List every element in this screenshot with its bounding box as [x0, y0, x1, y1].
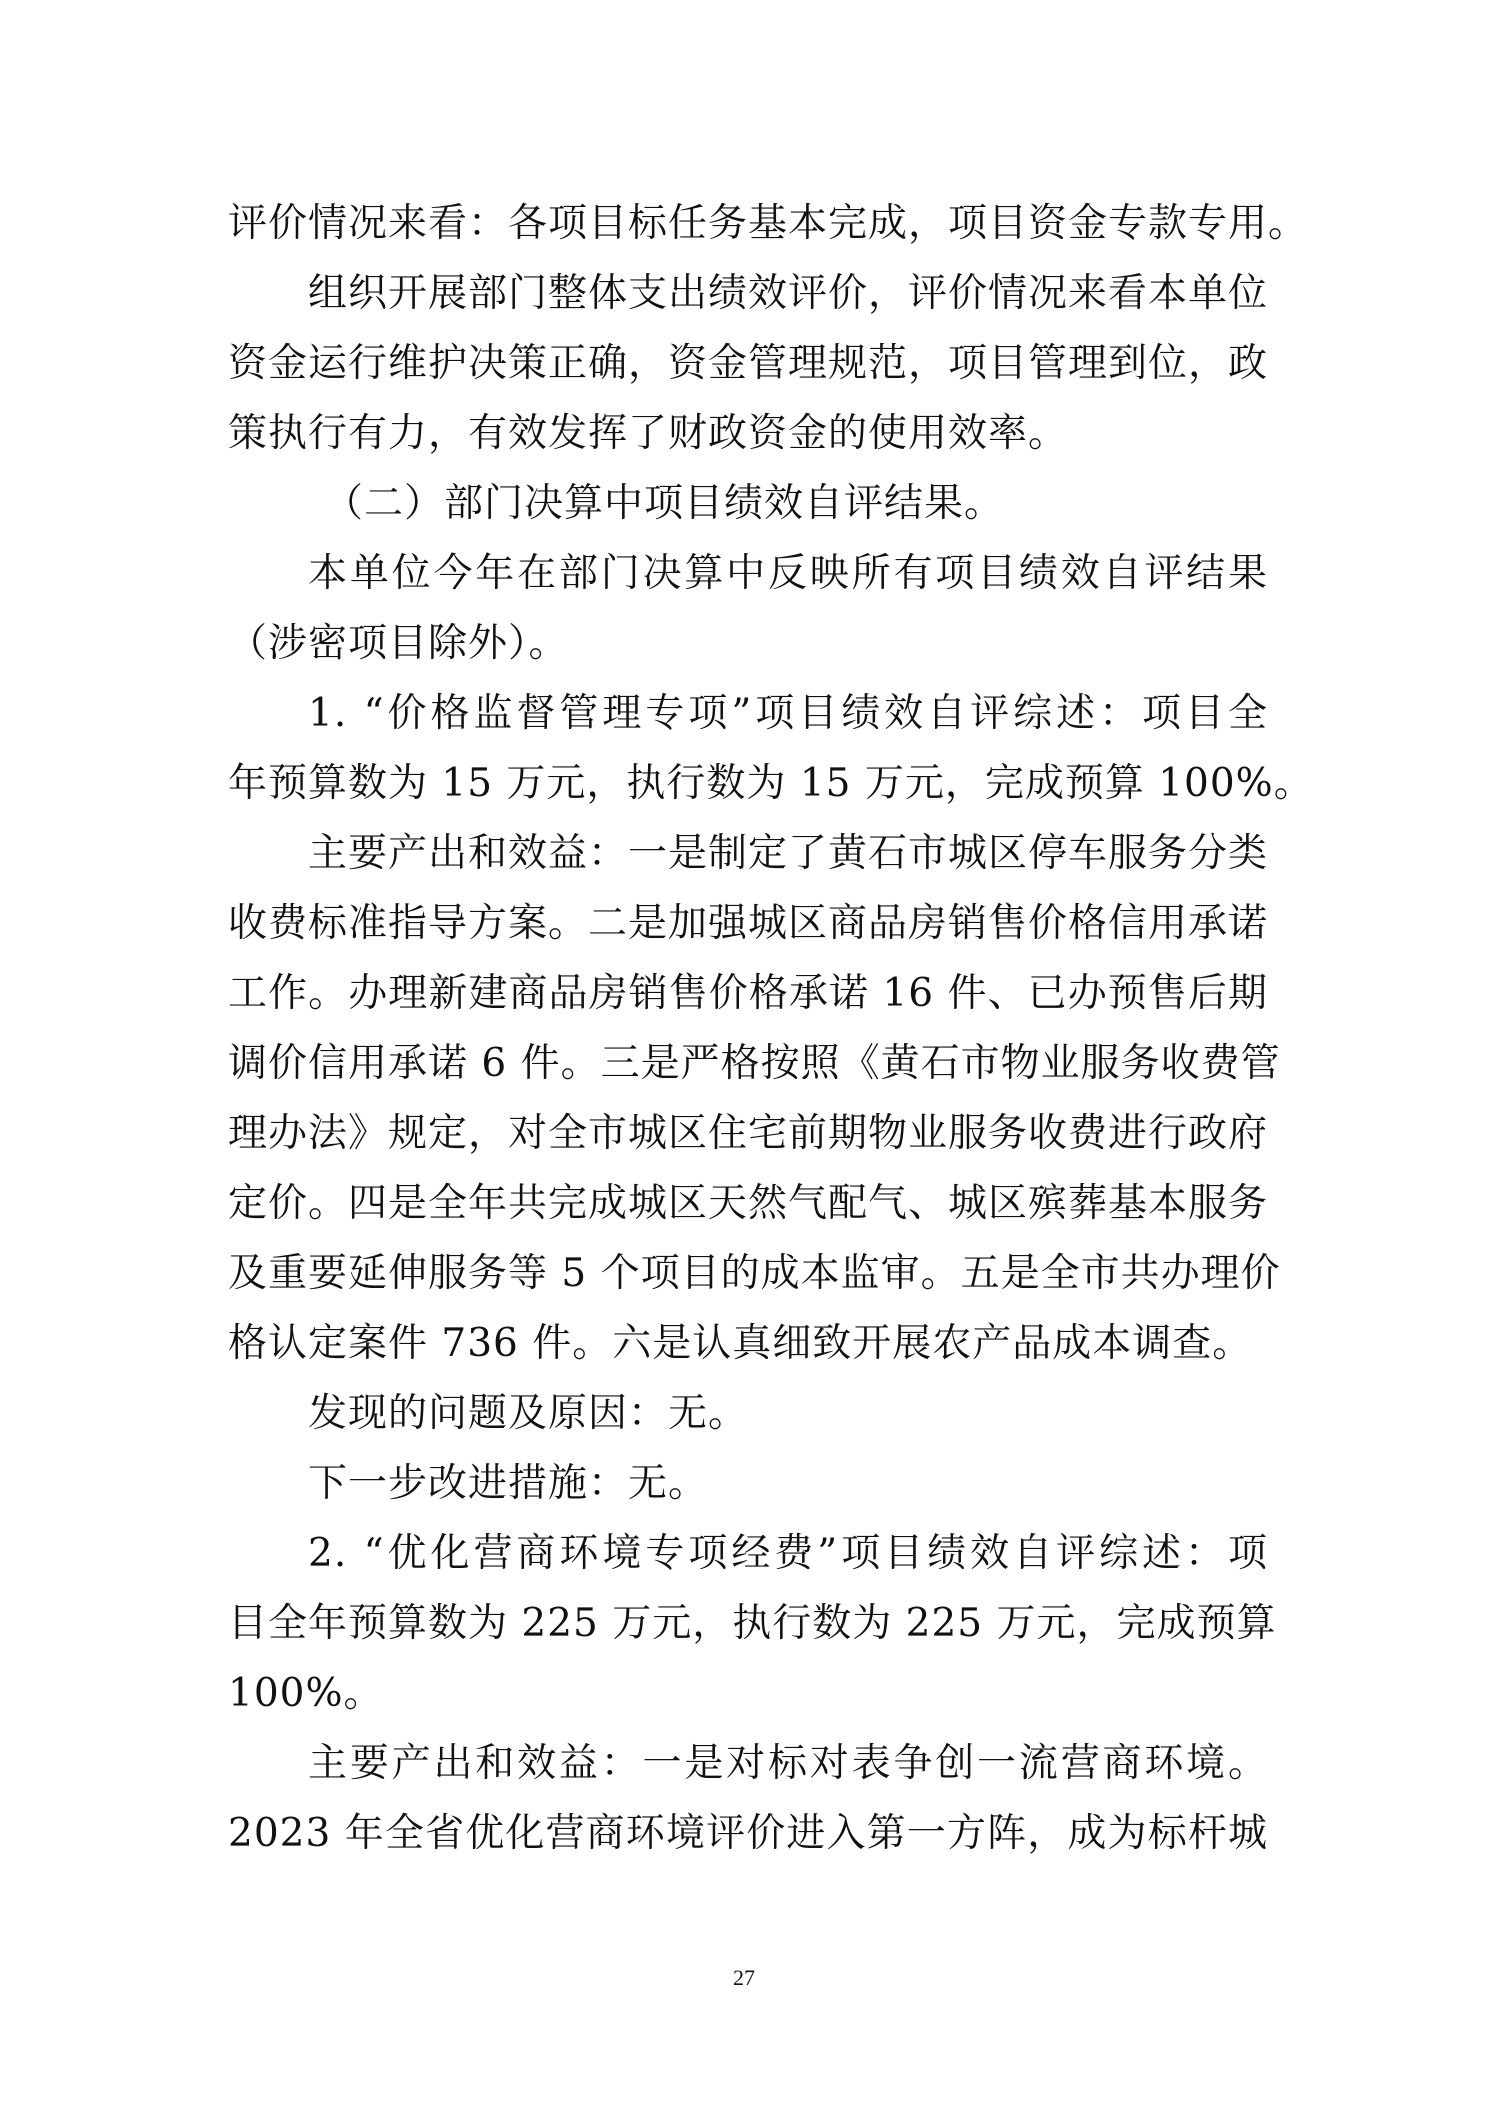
paragraph-line: 资金运行维护决策正确，资金管理规范，项目管理到位，政 — [228, 341, 1269, 386]
paragraph-line: 2. “优化营商环境专项经费”项目绩效自评综述：项 — [308, 1531, 1268, 1576]
paragraph-line: 评价情况来看：各项目标任务基本完成，项目资金专款专用。 — [228, 201, 1309, 246]
paragraph-line: 100%。 — [228, 1671, 384, 1716]
page-number: 27 — [733, 1965, 755, 1990]
paragraph-line: 策执行有力，有效发挥了财政资金的使用效率。 — [228, 411, 1069, 456]
paragraph-line: 主要产出和效益：一是制定了黄石市城区停车服务分类 — [308, 831, 1269, 876]
paragraph-line: 及重要延伸服务等 5 个项目的成本监审。五是全市共办理价 — [228, 1251, 1281, 1296]
paragraph-line: 年预算数为 15 万元，执行数为 15 万元，完成预算 100%。 — [228, 761, 1314, 806]
paragraph-line: 格认定案件 736 件。六是认真细致开展农产品成本调查。 — [228, 1321, 1253, 1366]
paragraph-line: 调价信用承诺 6 件。三是严格按照《黄石市物业服务收费管 — [228, 1041, 1281, 1086]
paragraph-line: 2023 年全省优化营商环境评价进入第一方阵，成为标杆城 — [228, 1811, 1268, 1856]
paragraph-line: 工作。办理新建商品房销售价格承诺 16 件、已办预售后期 — [228, 971, 1268, 1016]
paragraph-line: 收费标准指导方案。二是加强城区商品房销售价格信用承诺 — [228, 901, 1269, 946]
paragraph-line: 下一步改进措施：无。 — [308, 1461, 709, 1506]
paragraph-line: 定价。四是全年共完成城区天然气配气、城区殡葬基本服务 — [228, 1181, 1269, 1226]
paragraph-line: 理办法》规定，对全市城区住宅前期物业服务收费进行政府 — [228, 1111, 1269, 1156]
paragraph-line: 组织开展部门整体支出绩效评价，评价情况来看本单位 — [308, 271, 1269, 316]
paragraph-line: 主要产出和效益：一是对标对表争创一流营商环境。 — [308, 1741, 1268, 1786]
paragraph-line: （涉密项目除外）。 — [228, 621, 569, 666]
paragraph-line: 目全年预算数为 225 万元，执行数为 225 万元，完成预算 — [228, 1601, 1277, 1646]
section-heading: （二）部门决算中项目绩效自评结果。 — [324, 481, 1005, 526]
paragraph-line: 1. “价格监督管理专项”项目绩效自评综述：项目全 — [308, 691, 1268, 736]
paragraph-line: 本单位今年在部门决算中反映所有项目绩效自评结果 — [308, 551, 1268, 596]
paragraph-line: 发现的问题及原因：无。 — [308, 1391, 749, 1436]
